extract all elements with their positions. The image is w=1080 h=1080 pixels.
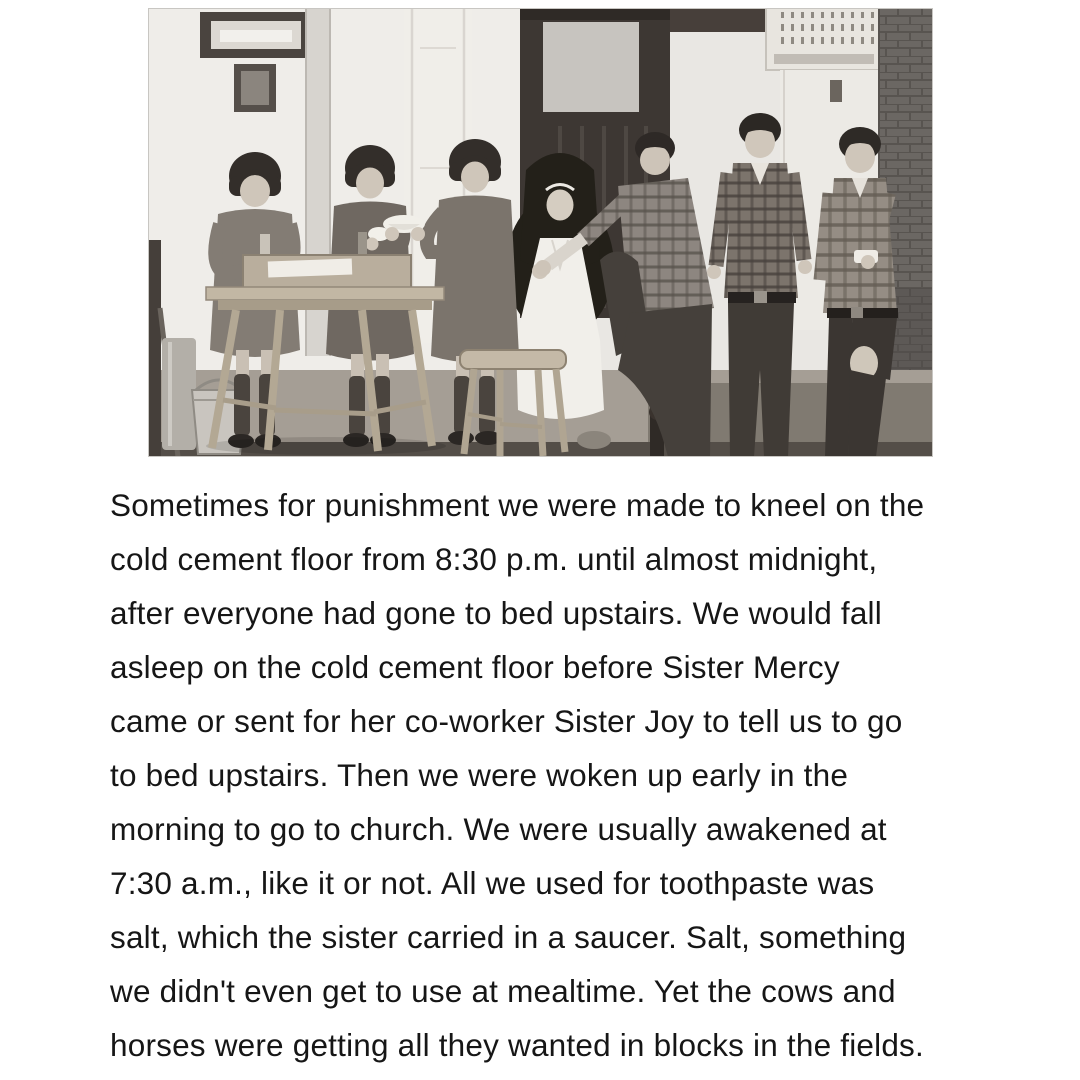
- testimony-line: horses were getting all they wanted in blocks in the fields.: [110, 1027, 924, 1063]
- door-lintel: [670, 8, 774, 32]
- testimony-line: we didn't even get to use at mealtime. Yet the cows and: [110, 973, 896, 1009]
- testimony-line: to bed upstairs. Then we were woken up early in the: [110, 757, 849, 793]
- testimony-line: salt, which the sister carried in a saucer. Salt, something: [110, 919, 907, 955]
- historical-photo: [148, 8, 933, 457]
- wall-calendar: [766, 8, 880, 70]
- testimony-line: cold cement floor from 8:30 p.m. until almost midnight,: [110, 541, 878, 577]
- metal-jug: [162, 338, 196, 450]
- testimony-paragraph: [110, 478, 1060, 1072]
- testimony-line: morning to go to church. We were usually awakened at: [110, 811, 887, 847]
- testimony-line: asleep on the cold cement floor before Sister Mercy: [110, 649, 840, 685]
- testimony-line: came or sent for her co-worker Sister Joy to tell us to go: [110, 703, 903, 739]
- testimony-line: 7:30 a.m., like it or not. All we used for toothpaste was: [110, 865, 875, 901]
- photo-illustration: [148, 8, 933, 457]
- testimony-line: Sometimes for punishment we were made to kneel on the: [110, 487, 925, 523]
- testimony-line: after everyone had gone to bed upstairs. We would fall: [110, 595, 882, 631]
